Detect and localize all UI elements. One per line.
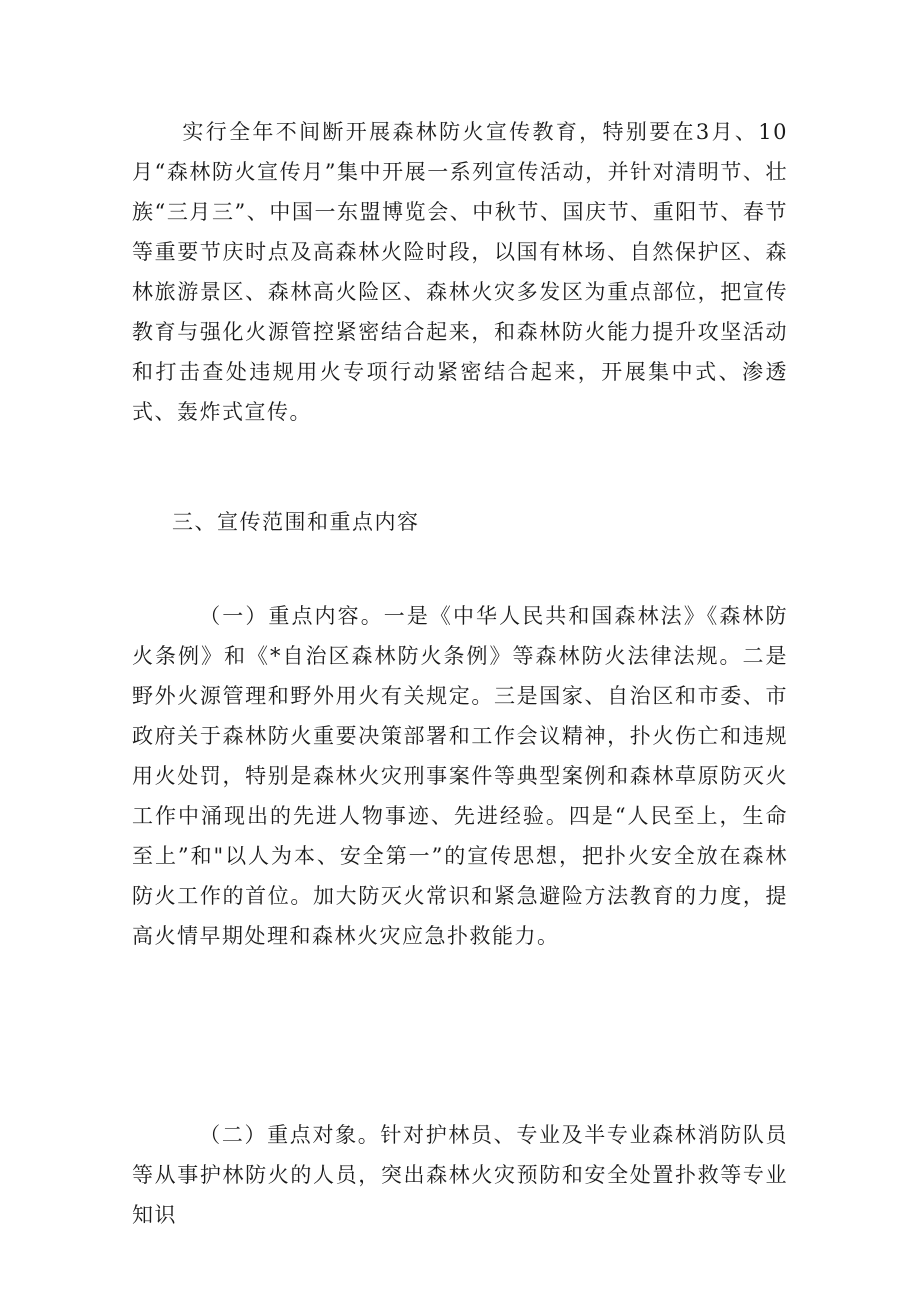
- section-heading: 三、宣传范围和重点内容: [172, 510, 420, 534]
- body-paragraph: （一）重点内容。一是《中华人民共和国森林法》《森林防火条例》和《*自治区森林防火条例》等森林防火法律法规。二是野外火源管理和野外用火有关规定。三是国家、自治区和市委、市政府关于森林防火重要决策部署和工作会议精神，扑火伤亡和违规用火处罚，特别是森林火灾刑事案件等典型案例和森林草原防灭火工作中涌现出的先进人物事迹、先进经验。四是“人民至上，生命至上”和"以人为本、安全第一”的宣传思想，把扑火安全放在森林防火工作的首位。加大防灭火常识和紧急避险方法教育的力度，提高火情早期处理和森林火灾应急扑救能力。: [132, 604, 788, 948]
- body-paragraph: 实行全年不间断开展森林防火宣传教育，特别要在3月、10月“森林防火宣传月”集中开展一系列宣传活动，并针对清明节、壮族“三月三”、中国一东盟博览会、中秋节、国庆节、重阳节、春节等重要节庆时点及高森林火险时段，以国有林场、自然保护区、森林旅游景区、森林高火险区、森林火灾多发区为重点部位，把宣传教育与强化火源管控紧密结合起来，和森林防火能力提升攻坚活动和打击查处违规用火专项行动紧密结合起来，开展集中式、渗透式、轰炸式宣传。: [132, 120, 788, 424]
- body-paragraph: （二）重点对象。针对护林员、专业及半专业森林消防队员等从事护林防火的人员，突出森林火灾预防和安全处置扑救等专业知识: [132, 1123, 788, 1227]
